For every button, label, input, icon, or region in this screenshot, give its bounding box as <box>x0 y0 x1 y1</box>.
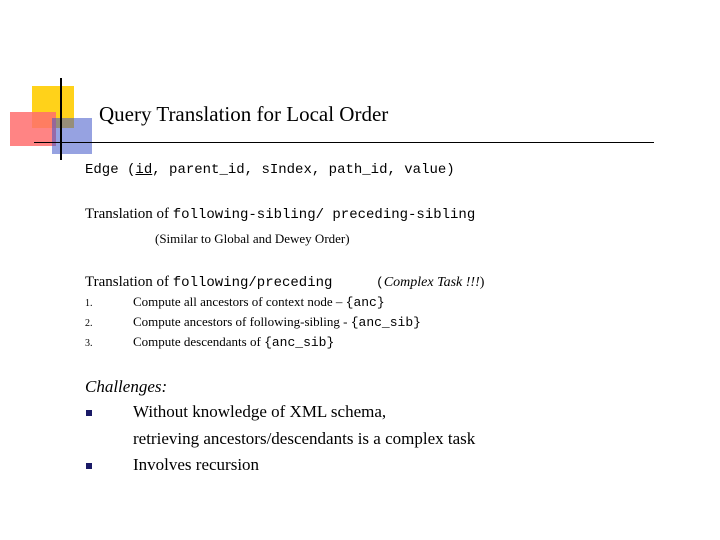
edge-prefix: Edge ( <box>85 162 136 178</box>
step-code: {anc_sib} <box>264 335 335 350</box>
translation-following-code: following/preceding <box>172 275 333 291</box>
challenges-heading: Challenges: <box>85 377 168 396</box>
bullet-icon <box>86 410 92 416</box>
decor-red-square <box>10 112 56 146</box>
challenge-item-line1: Without knowledge of XML schema, <box>133 402 387 421</box>
step-number: 2. <box>85 318 93 329</box>
challenge-item-line1: Involves recursion <box>133 455 260 474</box>
step-item <box>133 294 385 310</box>
step-item <box>133 314 421 330</box>
challenge-item-line2: retrieving ancestors/descendants is a complex task <box>133 429 476 448</box>
slide-title: Query Translation for Local Order <box>99 102 389 126</box>
edge-id: id <box>135 162 153 178</box>
step-text: Compute all ancestors of context node – <box>133 294 346 309</box>
translation-following-label: Translation of <box>85 274 173 290</box>
step-code: {anc} <box>345 295 385 310</box>
decor-blue-square <box>52 118 92 154</box>
step-text: Compute descendants of <box>133 334 265 349</box>
step-number: 1. <box>85 298 93 309</box>
step-item <box>133 334 334 350</box>
translation-sibling <box>85 206 475 223</box>
edge-schema <box>85 161 455 178</box>
translation-sibling-label: Translation of <box>85 206 173 222</box>
translation-sibling-note: (Similar to Global and Dewey Order) <box>155 231 350 246</box>
decor-vertical-line <box>60 78 62 160</box>
translation-following <box>85 274 332 291</box>
step-text: Compute ancestors of following-sibling - <box>133 314 351 329</box>
note-paren-open: ( <box>376 275 384 290</box>
step-code: {anc_sib} <box>350 315 421 330</box>
complex-task-note <box>376 274 484 291</box>
note-paren-close: ) <box>479 275 485 290</box>
step-number: 3. <box>85 338 93 349</box>
translation-sibling-code: following-sibling/ preceding-sibling <box>172 207 476 223</box>
bullet-icon <box>86 463 92 469</box>
edge-rest: , parent_id, sIndex, path_id, value) <box>152 162 455 178</box>
title-underline <box>34 142 654 143</box>
note-text: Complex Task !!! <box>383 275 480 290</box>
